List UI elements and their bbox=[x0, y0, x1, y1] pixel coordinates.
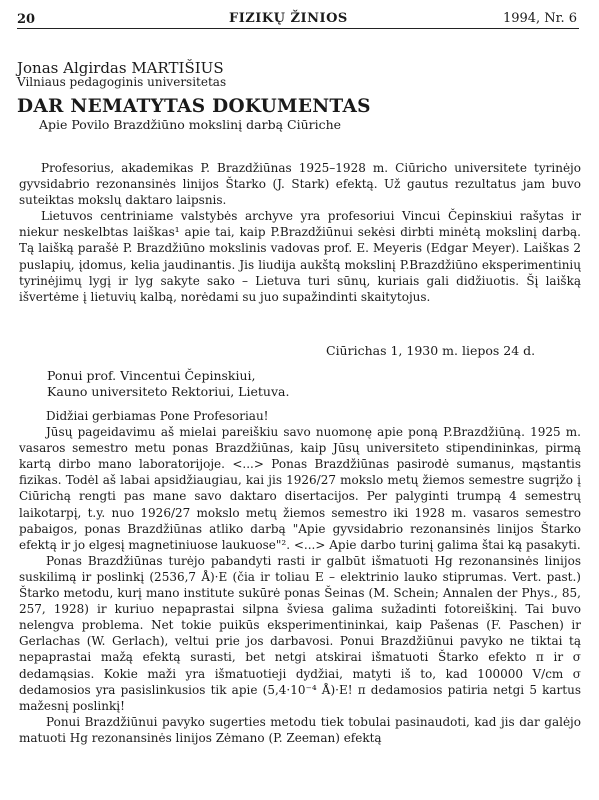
letter-paragraph: Ponas Brazdžiūnas turėjo pabandyti rasti ir galbūt išmatuoti Hg rezonansinės linijos suskilimą ir poslinkį (2536,7 Å)·E (čia ir toliau E – elektrinio lauko stiprumas. Vert. past.) Štarko metodu, kurį mano institute sukūrė ponas Šeinas (M. Schein; Annalen der Phys., 85, 257, 1928) ir kuriuo nepaprastai silpna šviesa galima sužadinti fotoreiškinį. Tai buvo nelengva problema. Net tokie puikūs eksperimentininkai, kaip Pašenas (F. Paschen) ir Gerlachas (W. Gerlach), veltui prie jos darbavosi. Ponui Brazdžiūnui pavyko ne tiktai tą nepaprastai mažą efektą surasti, bet netgi atskirai išmatuoti Štarko efekto π ir σ dedamąsias. Kokie maži yra išmatuotieji dydžiai, matyti iš to, kad 100000 V/cm σ dedamosios yra pasislinkusios tik apie (5,4·10⁻⁴ Å)·E! π dedamosios patiria netgi 5 kartus mažesnį poslinkį! bbox=[19, 553, 581, 713]
intro-section bbox=[19, 160, 581, 305]
running-header bbox=[17, 8, 579, 29]
article-title: DAR NEMATYTAS DOKUMENTAS bbox=[17, 96, 371, 117]
page-number: 20 bbox=[17, 12, 36, 27]
intro-paragraph: Lietuvos centriniame valstybės archyve yra profesoriui Vincui Čepinskiui rašytas ir niekur neskelbtas laiškas¹ apie tai, kaip P.Brazdžiūnui sekėsi dirbti minėtą mokslinį darbą. Tą laišką parašė P. Brazdžiūno mokslinis vadovas prof. E. Meyeris (Edgar Meyer). Laiškas 2 puslapių, įdomus, kelia jaudinantis. Jis liudija aukštą mokslinį P.Brazdžiūno eksperimentinių tyrinėjimų lygį ir lyg sakyte sako – Lietuva turi sūnų, kuriais gali didžiuotis. Šį laišką išvertėme į lietuvių kalbą, norėdami su juo supažindinti skaitytojus. bbox=[19, 209, 581, 304]
intro-paragraph: Profesorius, akademikas P. Brazdžiūnas 1925–1928 m. Ciūricho universitete tyrinėjo gyvsidabrio rezonansinės linijos Štarko (J. Stark) efektą. Už gautus rezultatus jam buvo suteiktas mokslų daktaro laipsnis. bbox=[19, 161, 581, 208]
author-affiliation: Vilniaus pedagoginis universitetas bbox=[17, 75, 227, 89]
issue-info: 1994, Nr. 6 bbox=[502, 11, 577, 26]
journal-name: FIZIKŲ ŽINIOS bbox=[229, 11, 348, 26]
letter-paragraph: Jūsų pageidavimu aš mielai pareiškiu savo nuomonę apie poną P.Brazdžiūną. 1925 m. vasaros semestro metu ponas Brazdžiūnas, kaip Jūsų universiteto stipendininkas, pirmą kartą dirbo mano laboratorijoje. <...> Ponas Brazdžiūnas pasirodė sumanus, mąstantis fizikas. Todėl aš labai apsidžiaugiau, kai jis 1926/27 mokslo metų žiemos semestre sugrįžo į Ciūrichą rengti pas mane savo daktaro disertacijos. Per palyginti trumpą 4 semestrų laikotarpį, t.y. nuo 1926/27 mokslo metų žiemos semestro iki 1928 m. vasaros semestro pabaigos, ponas Brazdžiūnas atliko darbą "Apie gyvsidabrio rezonansinės linijos Štarko efektą ir jo elgesį magnetiniuose laukuose"². <...> Apie darbo turinį galima štai ką pasakyti. bbox=[19, 425, 581, 552]
letter-addressee bbox=[47, 368, 289, 400]
letter-paragraph: Ponui Brazdžiūnui pavyko sugerties metodu tiek tobulai pasinaudoti, kad jis dar galėjo matuoti Hg rezonansinės linijos Zėmano (P. Zeeman) efektą bbox=[19, 714, 581, 745]
addressee-line: Kauno universiteto Rektoriui, Lietuva. bbox=[47, 384, 290, 399]
letter-dateline: Ciūrichas 1, 1930 m. liepos 24 d. bbox=[326, 343, 536, 358]
letter-greeting: Didžiai gerbiamas Pone Profesoriau! bbox=[46, 409, 269, 423]
letter-body bbox=[19, 408, 581, 746]
author-name: Jonas Algirdas MARTIŠIUS bbox=[17, 59, 224, 77]
addressee-line: Ponui prof. Vincentui Čepinskiui, bbox=[47, 368, 256, 383]
article-subtitle: Apie Povilo Brazdžiūno mokslinį darbą Ciūriche bbox=[39, 117, 342, 132]
